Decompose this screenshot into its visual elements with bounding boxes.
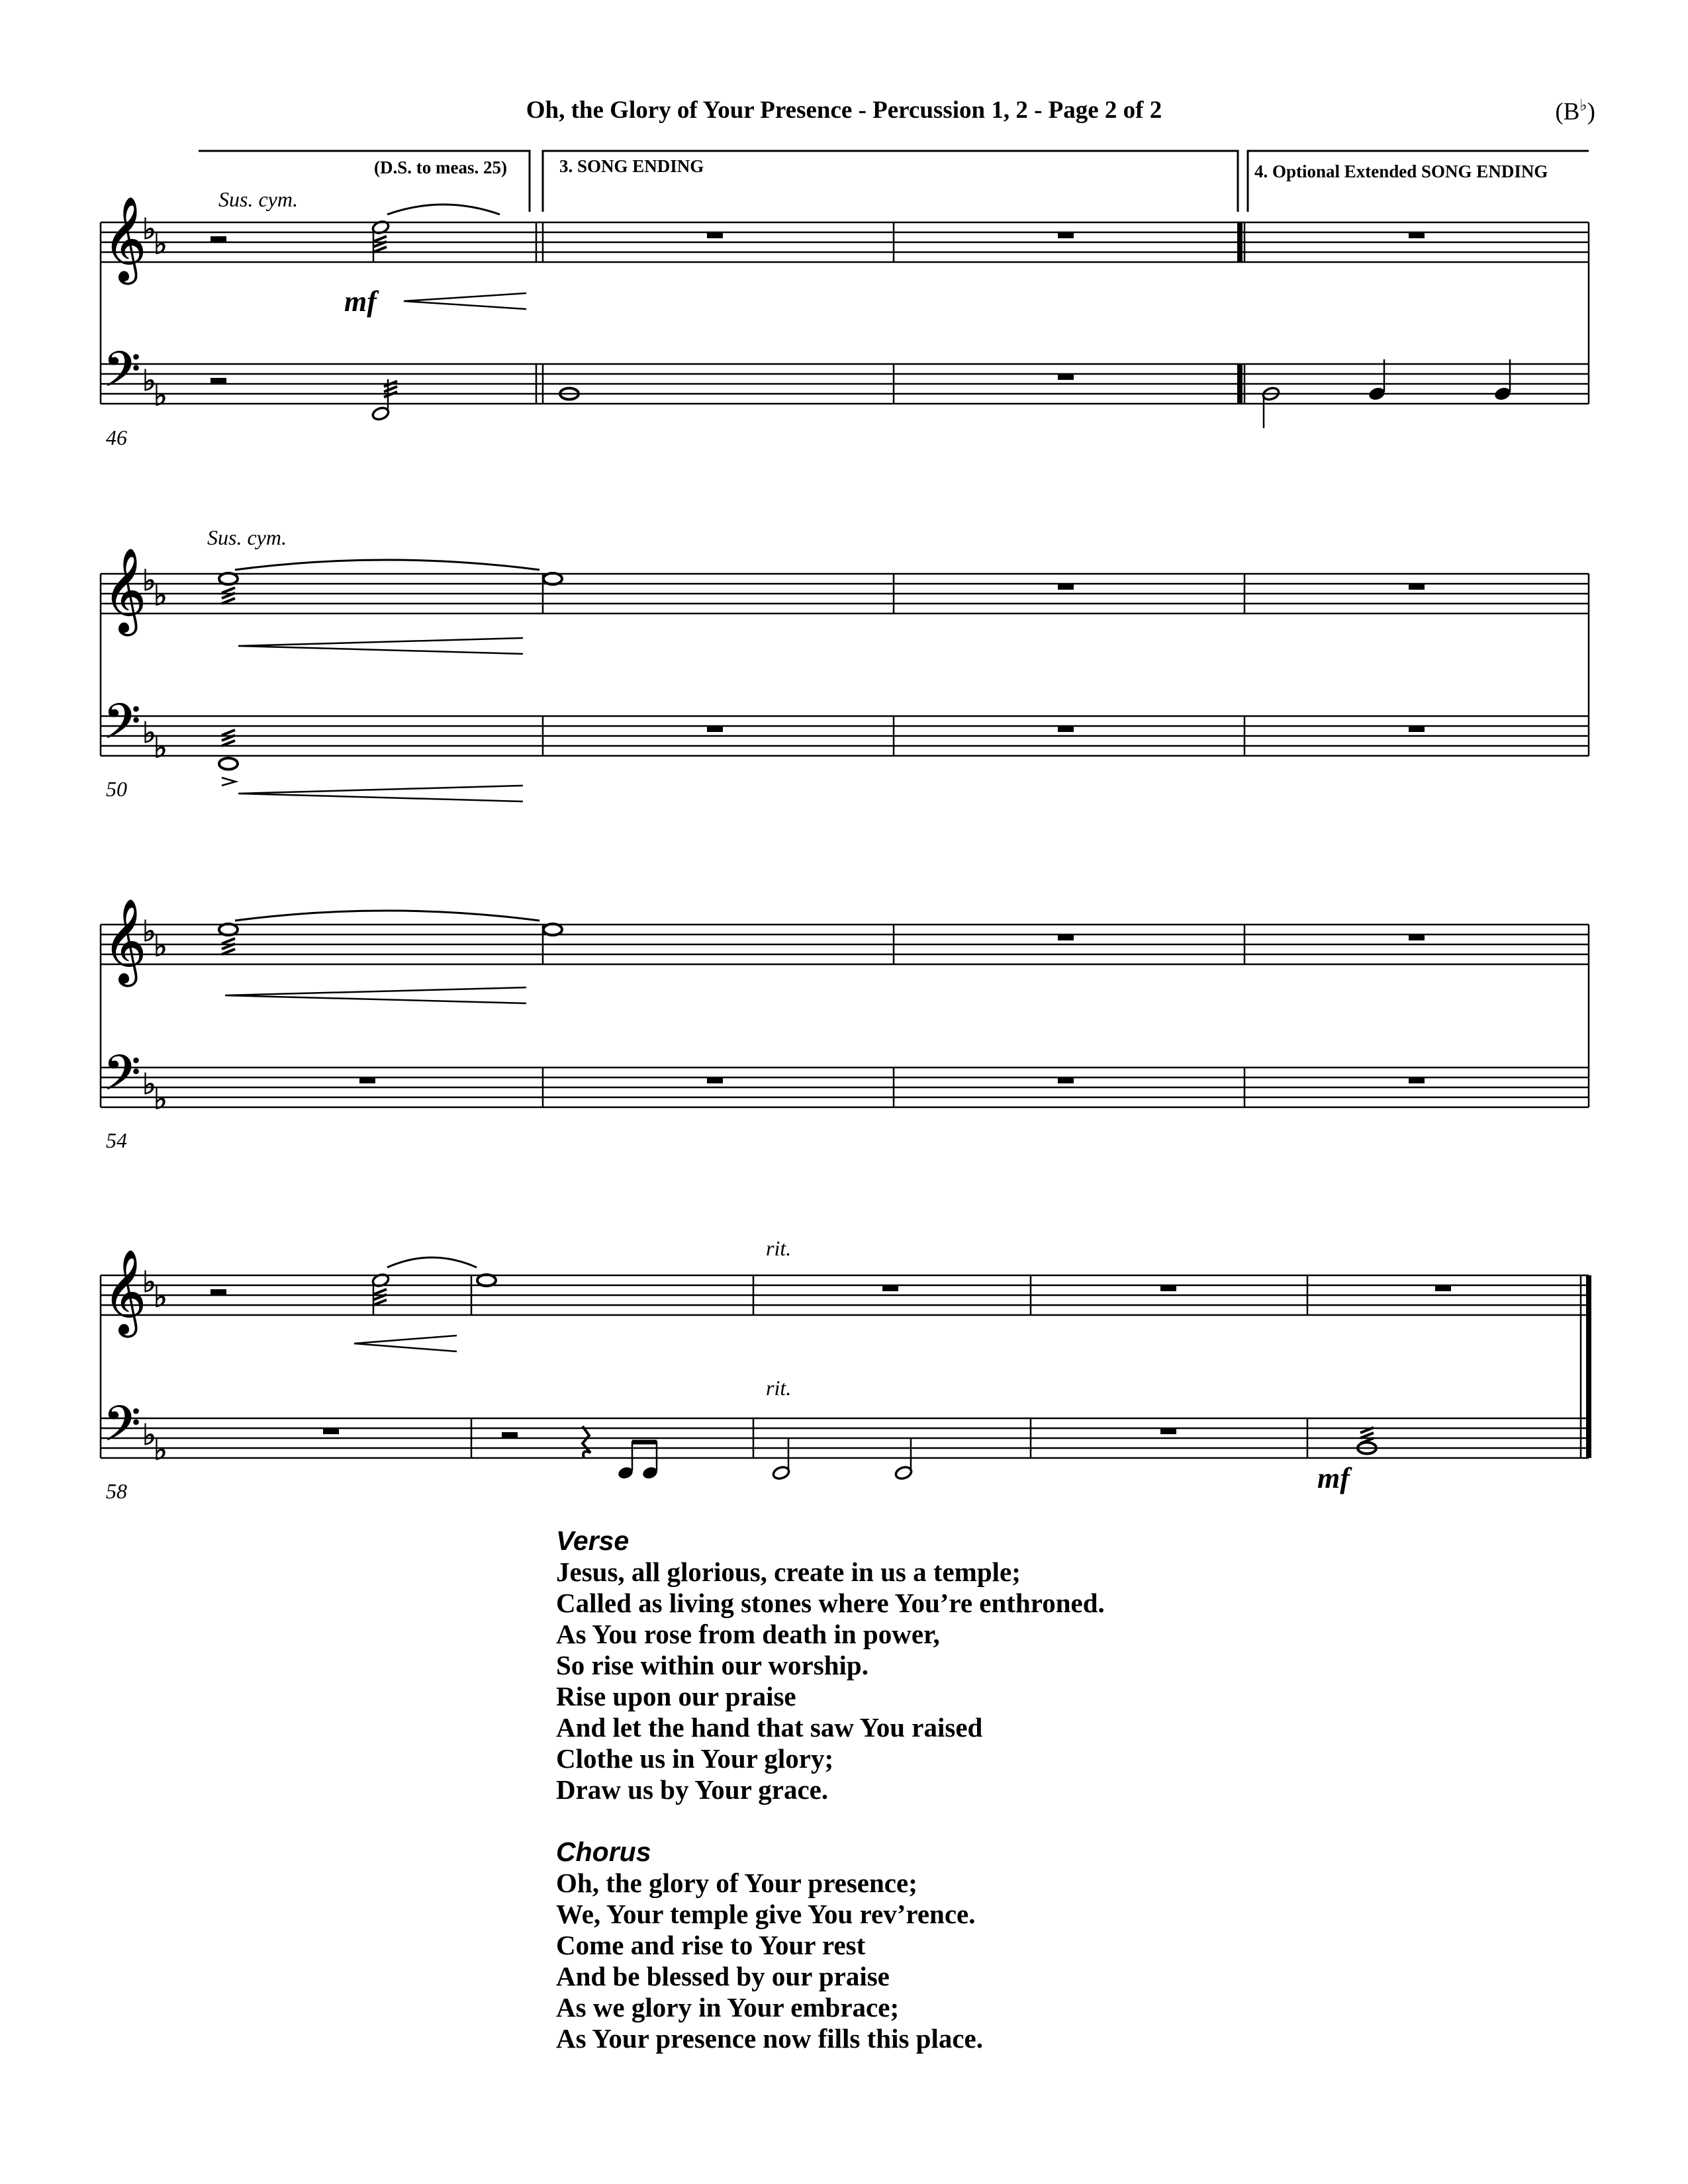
crescendo-hairpin	[404, 293, 526, 309]
tie-curve	[235, 560, 539, 570]
bass-clef-icon: 𝄢	[103, 341, 141, 409]
crescendo-hairpin	[354, 1336, 457, 1351]
verse-heading: Verse	[556, 1525, 630, 1556]
dynamic-mf-2: mf	[1317, 1462, 1350, 1494]
whole-rest-icon	[323, 1428, 339, 1434]
tremolo-slash	[222, 588, 235, 593]
treble-clef-icon: 𝄞	[103, 898, 147, 983]
key-indicator: (B♭)	[1555, 97, 1595, 126]
whole-rest-icon	[1058, 374, 1074, 380]
flat-icon: ♭	[142, 564, 156, 598]
flat-icon: ♭	[154, 227, 167, 261]
half-rest-icon	[211, 378, 226, 384]
verse-line: Rise upon our praise	[556, 1681, 796, 1711]
whole-rest-icon	[707, 1077, 723, 1083]
flat-icon: ♭	[154, 379, 167, 413]
whole-note-icon	[543, 924, 562, 935]
treble-clef-icon: 𝄞	[103, 547, 147, 632]
tie-curve	[235, 911, 539, 921]
half-rest-icon	[211, 1289, 226, 1295]
tremolo-slash	[373, 1289, 387, 1295]
crescendo-hairpin	[225, 987, 526, 1003]
chorus-line: Oh, the glory of Your presence;	[556, 1868, 917, 1898]
whole-rest-icon	[1409, 934, 1425, 940]
bass-clef-icon: 𝄢	[103, 1395, 141, 1463]
flat-icon: ♭	[154, 929, 167, 964]
whole-note-icon	[477, 1275, 496, 1286]
verse-line: So rise within our worship.	[556, 1650, 868, 1680]
whole-rest-icon	[1160, 1285, 1176, 1291]
whole-rest-icon	[1409, 726, 1425, 732]
whole-rest-icon	[1058, 934, 1074, 940]
quarter-rest-icon	[583, 1426, 590, 1458]
half-rest-icon	[502, 1432, 518, 1438]
whole-rest-icon	[1409, 232, 1425, 238]
flat-icon: ♭	[154, 578, 167, 613]
accent-mark	[222, 778, 236, 786]
chorus-line: And be blessed by our praise	[556, 1961, 890, 1991]
page-title: Oh, the Glory of Your Presence - Percussion 1, 2 - Page 2 of 2	[526, 97, 1162, 124]
crescendo-hairpin	[238, 786, 523, 801]
whole-rest-icon	[1409, 1077, 1425, 1083]
whole-note-icon	[219, 573, 238, 584]
tremolo-slash	[373, 236, 387, 242]
chorus-line: As we glory in Your embrace;	[556, 1992, 900, 2023]
verse-line: Draw us by Your grace.	[556, 1774, 829, 1805]
stanza-gap	[556, 1805, 1105, 1837]
bass-clef-icon: 𝄢	[103, 693, 141, 761]
chorus-line: We, Your temple give You rev’rence.	[556, 1899, 976, 1929]
verse-line: Called as living stones where You’re enthroned.	[556, 1588, 1105, 1618]
treble-clef-icon: 𝄞	[103, 196, 147, 281]
whole-rest-icon	[707, 726, 723, 732]
measure-number-46: 46	[106, 426, 127, 449]
sus-cym-label-1: Sus. cym.	[218, 187, 298, 211]
bass-clef-icon: 𝄢	[103, 1044, 141, 1113]
whole-rest-icon	[1058, 1077, 1074, 1083]
whole-rest-icon	[1058, 584, 1074, 590]
flat-sign: ♭	[1579, 97, 1587, 114]
whole-rest-icon	[1058, 232, 1074, 238]
flat-icon: ♭	[142, 716, 156, 750]
whole-rest-icon	[882, 1285, 898, 1291]
flat-icon: ♭	[142, 1418, 156, 1452]
measure-number-54: 54	[106, 1128, 127, 1152]
chorus-line: Come and rise to Your rest	[556, 1930, 866, 1960]
dynamic-mf-1: mf	[344, 285, 377, 318]
whole-note-icon	[219, 924, 238, 935]
flat-icon: ♭	[142, 1068, 156, 1101]
flat-icon: ♭	[142, 915, 156, 948]
whole-rest-icon	[1058, 726, 1074, 732]
measure-number-50: 50	[106, 777, 127, 801]
song-ending-label: 3. SONG ENDING	[559, 156, 704, 176]
rit-label-treble: rit.	[766, 1236, 792, 1260]
sus-cym-label-2: Sus. cym.	[207, 525, 287, 549]
ds-label: (D.S. to meas. 25)	[374, 158, 507, 177]
verse-line: Clothe us in Your glory;	[556, 1743, 834, 1774]
extended-ending-label: 4. Optional Extended SONG ENDING	[1254, 161, 1548, 181]
tremolo-slash	[222, 938, 235, 944]
flat-icon: ♭	[154, 1082, 167, 1116]
flat-icon: ♭	[142, 1265, 156, 1299]
ending-bracket-4	[1248, 151, 1589, 212]
flat-icon: ♭	[142, 212, 156, 246]
flat-icon: ♭	[142, 364, 156, 398]
whole-rest-icon	[359, 1077, 375, 1083]
whole-note-icon	[219, 758, 238, 770]
whole-rest-icon	[1160, 1428, 1176, 1434]
flat-icon: ♭	[154, 1280, 167, 1314]
whole-rest-icon	[707, 232, 723, 238]
whole-rest-icon	[1435, 1285, 1451, 1291]
verse-line: Jesus, all glorious, create in us a temple;	[556, 1557, 1021, 1587]
treble-clef-icon: 𝄞	[103, 1249, 147, 1334]
tremolo-slash	[384, 387, 397, 392]
tremolo-slash	[222, 730, 235, 735]
verse-line: As You rose from death in power,	[556, 1619, 940, 1649]
tie-curve	[387, 1257, 477, 1267]
verse-line: And let the hand that saw You raised	[556, 1712, 983, 1743]
chorus-line: As Your presence now fills this place.	[556, 2023, 984, 2054]
beam	[632, 1440, 657, 1445]
half-rest-icon	[211, 236, 226, 242]
key-letter: B	[1563, 98, 1580, 126]
lyrics-block	[556, 1525, 1105, 2054]
flat-icon: ♭	[154, 731, 167, 765]
whole-rest-icon	[1409, 584, 1425, 590]
tie-curve	[387, 205, 500, 214]
rit-label-bass: rit.	[766, 1376, 792, 1400]
chorus-heading: Chorus	[556, 1837, 651, 1867]
whole-note-icon	[543, 573, 562, 584]
flat-icon: ♭	[154, 1433, 167, 1467]
measure-number-58: 58	[106, 1479, 127, 1503]
crescendo-hairpin	[238, 638, 523, 654]
